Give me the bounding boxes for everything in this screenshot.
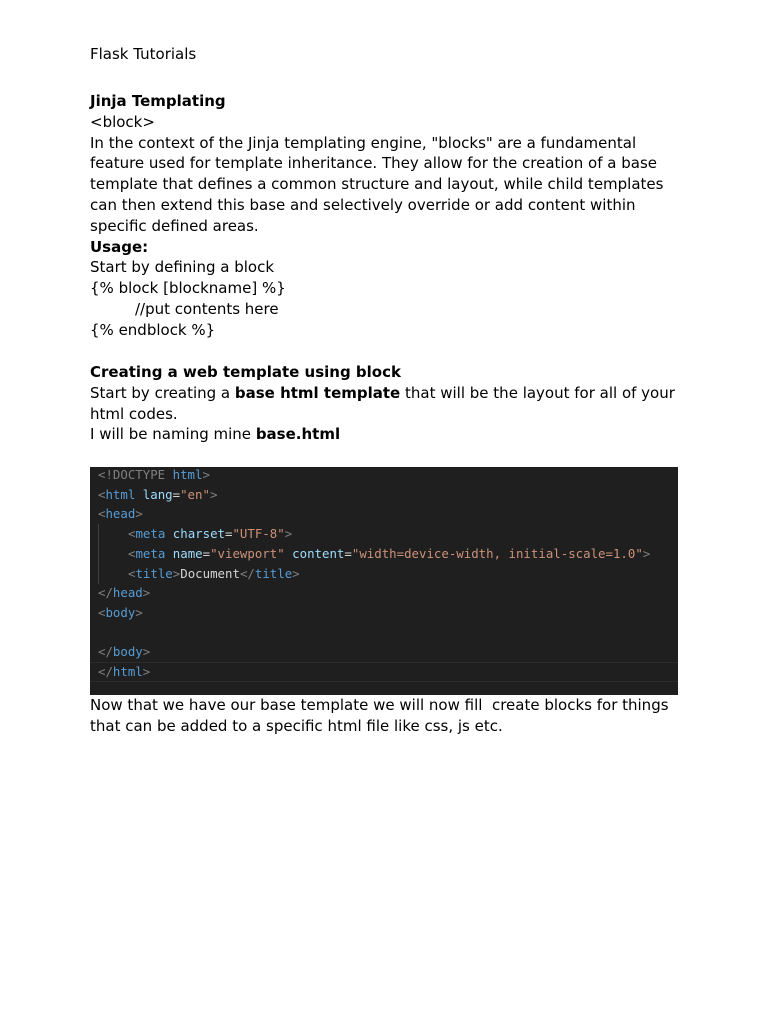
paragraph-line: specific defined areas.	[90, 216, 259, 235]
section-heading: Creating a web template using block	[90, 363, 401, 381]
indent-guide	[98, 524, 99, 584]
code-line: </body>	[98, 644, 151, 659]
usage-line: {% endblock %}	[90, 320, 216, 339]
code-line: <!DOCTYPE html>	[98, 467, 210, 482]
text-run: I will be naming mine	[90, 425, 256, 444]
paragraph-line: Now that we have our base template we will now fill create blocks for things	[90, 696, 669, 714]
usage-line: //put contents here	[135, 299, 279, 318]
paragraph-line: can then extend this base and selectively override or add content within	[90, 195, 636, 214]
text-run: that will be the layout for all of your	[400, 383, 675, 402]
paragraph-line: html codes.	[90, 404, 178, 423]
code-line: <meta charset="UTF-8">	[128, 526, 293, 541]
section-web-template	[90, 362, 690, 445]
code-line: <body>	[98, 605, 143, 620]
usage-label: Usage:	[90, 237, 149, 256]
paragraph-line: that can be added to a specific html file like css, js etc.	[90, 716, 503, 735]
code-line: <head>	[98, 506, 143, 521]
current-line-highlight	[90, 662, 678, 682]
paragraph-line: feature used for template inheritance. They allow for the creation of a base	[90, 154, 657, 173]
usage-line: {% block [blockname] %}	[90, 279, 286, 298]
section-jinja-templating	[90, 91, 690, 341]
paragraph-line: In the context of the Jinja templating engine, "blocks" are a fundamental	[90, 133, 637, 152]
block-tag-text: <block>	[90, 112, 155, 131]
code-screenshot	[90, 467, 678, 695]
code-line: </html>	[98, 664, 151, 679]
closing-paragraph	[90, 695, 690, 737]
text-run-bold: base.html	[255, 425, 341, 444]
header-text: Flask Tutorials	[90, 45, 197, 63]
section-heading: Jinja Templating	[90, 92, 226, 110]
document-header	[90, 44, 690, 65]
paragraph-line	[90, 424, 690, 445]
usage-line: Start by defining a block	[90, 258, 275, 277]
code-line: </head>	[98, 585, 151, 600]
paragraph-line: template that defines a common structure and layout, while child templates	[90, 175, 664, 194]
paragraph-line	[90, 383, 690, 404]
text-run: Start by creating a	[90, 383, 235, 402]
code-line: <title>Document</title>	[128, 566, 300, 581]
text-run-bold: base html template	[234, 383, 401, 402]
code-line: <html lang="en">	[98, 487, 218, 502]
code-line: <meta name="viewport" content="width=device-width, initial-scale=1.0">	[128, 546, 651, 561]
